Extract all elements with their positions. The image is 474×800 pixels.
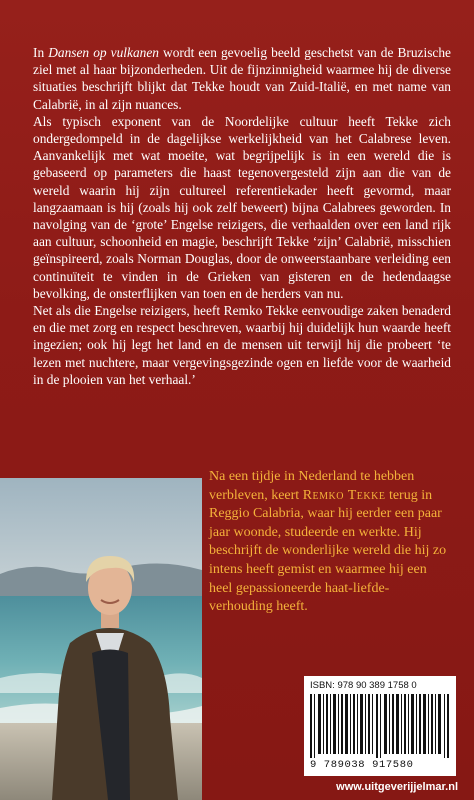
isbn-barcode-box bbox=[304, 676, 456, 776]
isbn-label: ISBN: 978 90 389 1758 0 bbox=[310, 680, 417, 691]
barcode-digits: 9 789038 917580 bbox=[310, 759, 414, 771]
book-title: Dansen op vulkanen bbox=[48, 45, 159, 60]
author-portrait-photo bbox=[0, 478, 202, 800]
blurb-p1-lead: In bbox=[33, 45, 49, 60]
blurb-text bbox=[33, 44, 451, 388]
blurb-paragraph-2: Als typisch exponent van de Noordelijke cultuur heeft Tekke zich ondergedompeld in de dagelijkse werkelijkheid van het Calabrese leven. Aanvankelijk met wat moeite, wat begrijpelijk is in een wereld die is gebaseerd op parameters die haast tegenovergesteld zijn aan die van de wereld waarin hij zijn cultureel referentiekader heeft gevormd, maar langzaamaan is hij (zoals hij ook zelf beweert) bijna Calabrees geworden. In navolging van de ‘grote’ Engelse reizigers, die verhaalden over een land rijk aan cultuur, schoonheid en magie, beschrijft Tekke ‘zijn’ Calabrië, misschien geïnspireerd, zoals Norman Douglas, door de onweerstaanbare verleiding een continuïteit te vinden in de Grieken van gisteren en de hedendaagse bevolking, de onsterflijken van toen en de herders van nu. bbox=[33, 113, 451, 301]
barcode bbox=[310, 694, 450, 758]
publisher-website[interactable]: www.uitgeverijjelmar.nl bbox=[336, 781, 458, 793]
blurb-p1-rest: wordt een gevoelig beeld geschetst van de Bruzische ziel met al haar bijzonderheden. Uit de fijnzinnigheid waarmee hij de diverse situaties beschrijft blijkt dat Tekke houdt van Zuid-Italië, en met name van Calabrië, in al zijn nuances. bbox=[33, 45, 451, 112]
author-name: Remko Tekke bbox=[302, 487, 386, 503]
bio-rest: terug in Reggio Calabria, waar hij eerder een paar jaar woonde, studeerde en werkte. Hij beschrijft de wonderlijke wereld die hij zo intens heeft gemist en waarmee hij een heel gepassioneerde haat-liefde-verhouding heeft. bbox=[209, 487, 447, 615]
blurb-paragraph-1 bbox=[33, 44, 451, 113]
author-bio bbox=[209, 468, 452, 617]
blurb-paragraph-3: Net als die Engelse reizigers, heeft Remko Tekke eenvoudige zaken benaderd en die met zorg en respect beschreven, waarbij hij duidelijk hun waarde heeft ingezien; ook hij legt het land en de mensen uit terwijl hij die probeert ‘te lezen met nuchtere, maar vergevingsgezinde ogen en liefde voor de waarheid in de plooien van het verhaal.’ bbox=[33, 303, 451, 387]
bio-lead: Na een tijdje in Nederland te hebben verbleven, keert bbox=[209, 469, 415, 503]
